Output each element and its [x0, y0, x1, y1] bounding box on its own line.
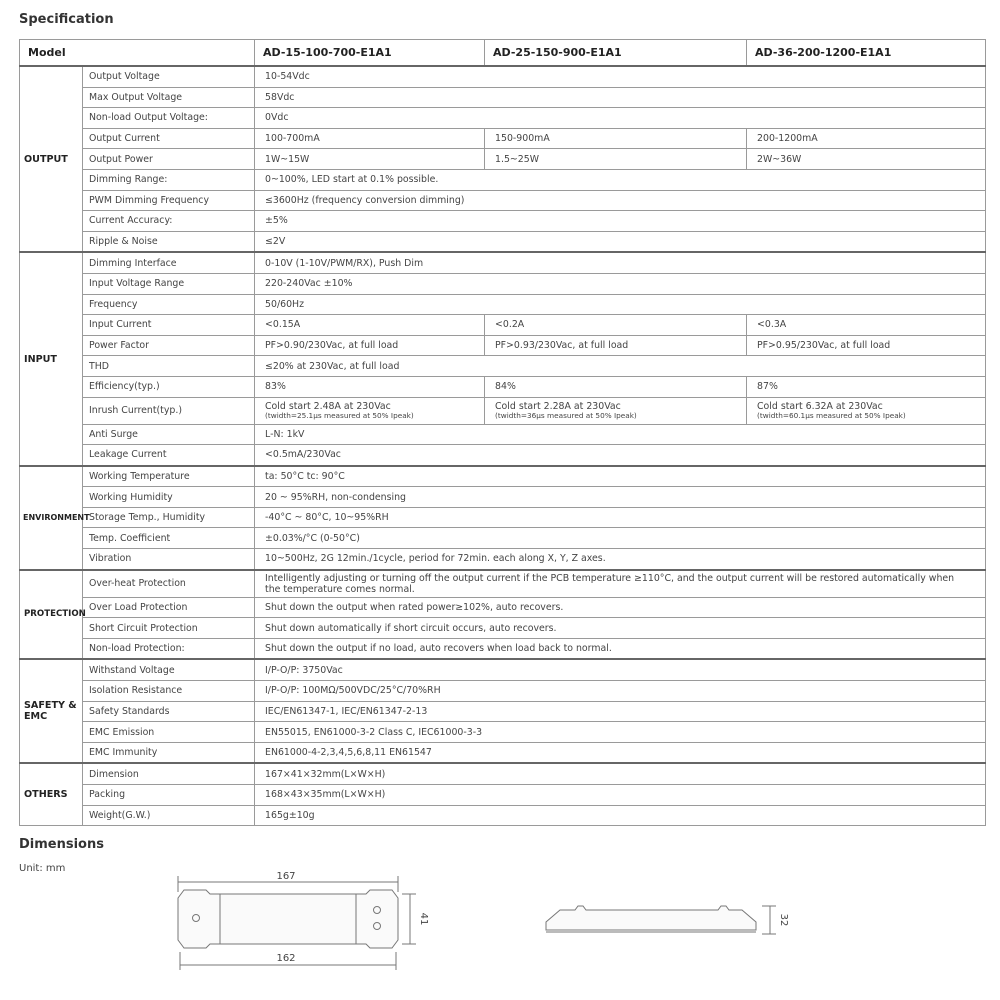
row-value: ta: 50°C tc: 90°C [255, 466, 986, 487]
row-value: 83% [255, 376, 485, 397]
group-input: INPUT [20, 252, 83, 465]
row-value: EN61000-4-2,3,4,5,6,8,11 EN61547 [255, 742, 986, 763]
table-row [20, 549, 986, 570]
row-label: Short Circuit Protection [83, 618, 255, 639]
row-value: PF>0.93/230Vac, at full load [485, 335, 747, 356]
row-value: L-N: 1kV [255, 424, 986, 445]
row-label: Power Factor [83, 335, 255, 356]
row-value: ±5% [255, 211, 986, 232]
row-label: Dimming Range: [83, 169, 255, 190]
table-header-row [20, 40, 986, 67]
row-value: PF>0.90/230Vac, at full load [255, 335, 485, 356]
driver-body-side [546, 906, 756, 930]
row-value: ≤2V [255, 231, 986, 252]
dimensions-drawing [0, 860, 1000, 1000]
row-value: I/P-O/P: 100MΩ/500VDC/25°C/70%RH [255, 681, 986, 702]
unit-label: Unit: mm [19, 863, 66, 874]
row-value: ≤20% at 230Vac, at full load [255, 356, 986, 377]
row-value: 87% [747, 376, 986, 397]
row-value: 100-700mA [255, 128, 485, 149]
row-value: -40°C ~ 80°C, 10~95%RH [255, 507, 986, 528]
table-row [20, 618, 986, 639]
row-label: Over Load Protection [83, 597, 255, 618]
row-label: Non-load Output Voltage: [83, 108, 255, 129]
row-label: Weight(G.W.) [83, 805, 255, 826]
table-row [20, 681, 986, 702]
row-label: Non-load Protection: [83, 638, 255, 659]
table-row [20, 528, 986, 549]
row-value [255, 397, 485, 424]
row-label: Storage Temp., Humidity [83, 507, 255, 528]
row-label: Dimension [83, 763, 255, 784]
table-row [20, 294, 986, 315]
row-value: 1W~15W [255, 149, 485, 170]
row-label: Dimming Interface [83, 252, 255, 273]
inrush-value: Cold start 6.32A at 230Vac [757, 401, 883, 412]
top-length-label: 167 [276, 871, 296, 882]
table-row [20, 149, 986, 170]
row-value: Shut down automatically if short circuit occurs, auto recovers. [255, 618, 986, 639]
table-row [20, 722, 986, 743]
row-label: Output Power [83, 149, 255, 170]
table-row [20, 273, 986, 294]
inrush-note: (twidth=36μs measured at 50% Ipeak) [495, 411, 637, 420]
side-view-drawing [546, 906, 776, 934]
group-safety-line2: EMC [24, 711, 48, 723]
row-value: ±0.03%/°C (0-50°C) [255, 528, 986, 549]
row-label: THD [83, 356, 255, 377]
table-row [20, 570, 986, 598]
inrush-note: (twidth=60.1μs measured at 50% Ipeak) [757, 411, 906, 420]
row-value: 0-10V (1-10V/PWM/RX), Push Dim [255, 252, 986, 273]
bottom-length-label: 162 [276, 953, 296, 964]
table-row [20, 805, 986, 826]
row-value: <0.15A [255, 315, 485, 336]
inrush-note: (twidth=25.1μs measured at 50% Ipeak) [265, 411, 414, 420]
group-environment: ENVIRONMENT [20, 466, 83, 570]
table-row [20, 701, 986, 722]
model-3-header: AD-36-200-1200-E1A1 [747, 40, 986, 67]
row-value: Intelligently adjusting or turning off the output current if the PCB temperature ≥110°C, and the output current will be restored automatically when the temperature comes normal. [255, 570, 986, 598]
table-row [20, 252, 986, 273]
width-label: 41 [418, 912, 429, 926]
table-row [20, 169, 986, 190]
row-value: 200-1200mA [747, 128, 986, 149]
row-value: 20 ~ 95%RH, non-condensing [255, 487, 986, 508]
table-row [20, 128, 986, 149]
row-label: Anti Surge [83, 424, 255, 445]
driver-body-top [178, 890, 398, 948]
row-value [747, 397, 986, 424]
dimensions-title: Dimensions [19, 837, 104, 852]
row-label: Output Current [83, 128, 255, 149]
row-label: Over-heat Protection [83, 570, 255, 598]
row-label: Safety Standards [83, 701, 255, 722]
table-row [20, 108, 986, 129]
row-value: IEC/EN61347-1, IEC/EN61347-2-13 [255, 701, 986, 722]
row-label: EMC Emission [83, 722, 255, 743]
table-row [20, 424, 986, 445]
table-row [20, 638, 986, 659]
row-value: EN55015, EN61000-3-2 Class C, IEC61000-3-3 [255, 722, 986, 743]
specification-title: Specification [19, 12, 114, 27]
row-value: 150-900mA [485, 128, 747, 149]
table-row [20, 763, 986, 784]
row-value: 50/60Hz [255, 294, 986, 315]
row-value: PF>0.95/230Vac, at full load [747, 335, 986, 356]
row-value: 220-240Vac ±10% [255, 273, 986, 294]
table-row [20, 376, 986, 397]
row-label: Max Output Voltage [83, 87, 255, 108]
row-label: Isolation Resistance [83, 681, 255, 702]
table-row [20, 66, 986, 87]
row-label: Input Voltage Range [83, 273, 255, 294]
row-value: 2W~36W [747, 149, 986, 170]
row-value: <0.2A [485, 315, 747, 336]
row-value: 0Vdc [255, 108, 986, 129]
table-row [20, 397, 986, 424]
row-label: Current Accuracy: [83, 211, 255, 232]
row-value: Shut down the output when rated power≥102%, auto recovers. [255, 597, 986, 618]
table-row [20, 785, 986, 806]
model-2-header: AD-25-150-900-E1A1 [485, 40, 747, 67]
table-row [20, 87, 986, 108]
row-label: PWM Dimming Frequency [83, 190, 255, 211]
row-value: 58Vdc [255, 87, 986, 108]
table-row [20, 487, 986, 508]
row-value: <0.5mA/230Vac [255, 445, 986, 466]
row-value: Shut down the output if no load, auto recovers when load back to normal. [255, 638, 986, 659]
row-label: Working Humidity [83, 487, 255, 508]
model-1-header: AD-15-100-700-E1A1 [255, 40, 485, 67]
row-label: Working Temperature [83, 466, 255, 487]
row-label: Temp. Coefficient [83, 528, 255, 549]
row-label: EMC Immunity [83, 742, 255, 763]
group-safety-emc [20, 659, 83, 763]
top-view-drawing [178, 876, 416, 970]
table-row [20, 742, 986, 763]
table-row [20, 231, 986, 252]
table-row [20, 507, 986, 528]
table-row [20, 659, 986, 680]
row-label: Frequency [83, 294, 255, 315]
row-value: <0.3A [747, 315, 986, 336]
row-label: Leakage Current [83, 445, 255, 466]
row-label: Efficiency(typ.) [83, 376, 255, 397]
row-value: I/P-O/P: 3750Vac [255, 659, 986, 680]
row-label: Ripple & Noise [83, 231, 255, 252]
table-row [20, 315, 986, 336]
row-value: 84% [485, 376, 747, 397]
table-row [20, 190, 986, 211]
table-row [20, 466, 986, 487]
group-protection: PROTECTION [20, 570, 83, 660]
group-others: OTHERS [20, 763, 83, 825]
row-value [485, 397, 747, 424]
row-label: Inrush Current(typ.) [83, 397, 255, 424]
group-safety-line1: SAFETY & [24, 700, 77, 712]
inrush-value: Cold start 2.48A at 230Vac [265, 401, 391, 412]
row-value: 0~100%, LED start at 0.1% possible. [255, 169, 986, 190]
row-label: Output Voltage [83, 66, 255, 87]
group-output: OUTPUT [20, 66, 83, 252]
row-value: ≤3600Hz (frequency conversion dimming) [255, 190, 986, 211]
specification-table [19, 39, 986, 826]
row-value: 165g±10g [255, 805, 986, 826]
table-row [20, 356, 986, 377]
table-row [20, 597, 986, 618]
row-label: Vibration [83, 549, 255, 570]
model-header: Model [20, 40, 255, 67]
row-label: Packing [83, 785, 255, 806]
row-value: 168×43×35mm(L×W×H) [255, 785, 986, 806]
table-row [20, 445, 986, 466]
row-value: 10~500Hz, 2G 12min./1cycle, period for 72min. each along X, Y, Z axes. [255, 549, 986, 570]
row-label: Withstand Voltage [83, 659, 255, 680]
table-row [20, 211, 986, 232]
height-label: 32 [778, 913, 789, 927]
row-label: Input Current [83, 315, 255, 336]
table-row [20, 335, 986, 356]
row-value: 1.5~25W [485, 149, 747, 170]
row-value: 167×41×32mm(L×W×H) [255, 763, 986, 784]
row-value: 10-54Vdc [255, 66, 986, 87]
inrush-value: Cold start 2.28A at 230Vac [495, 401, 621, 412]
